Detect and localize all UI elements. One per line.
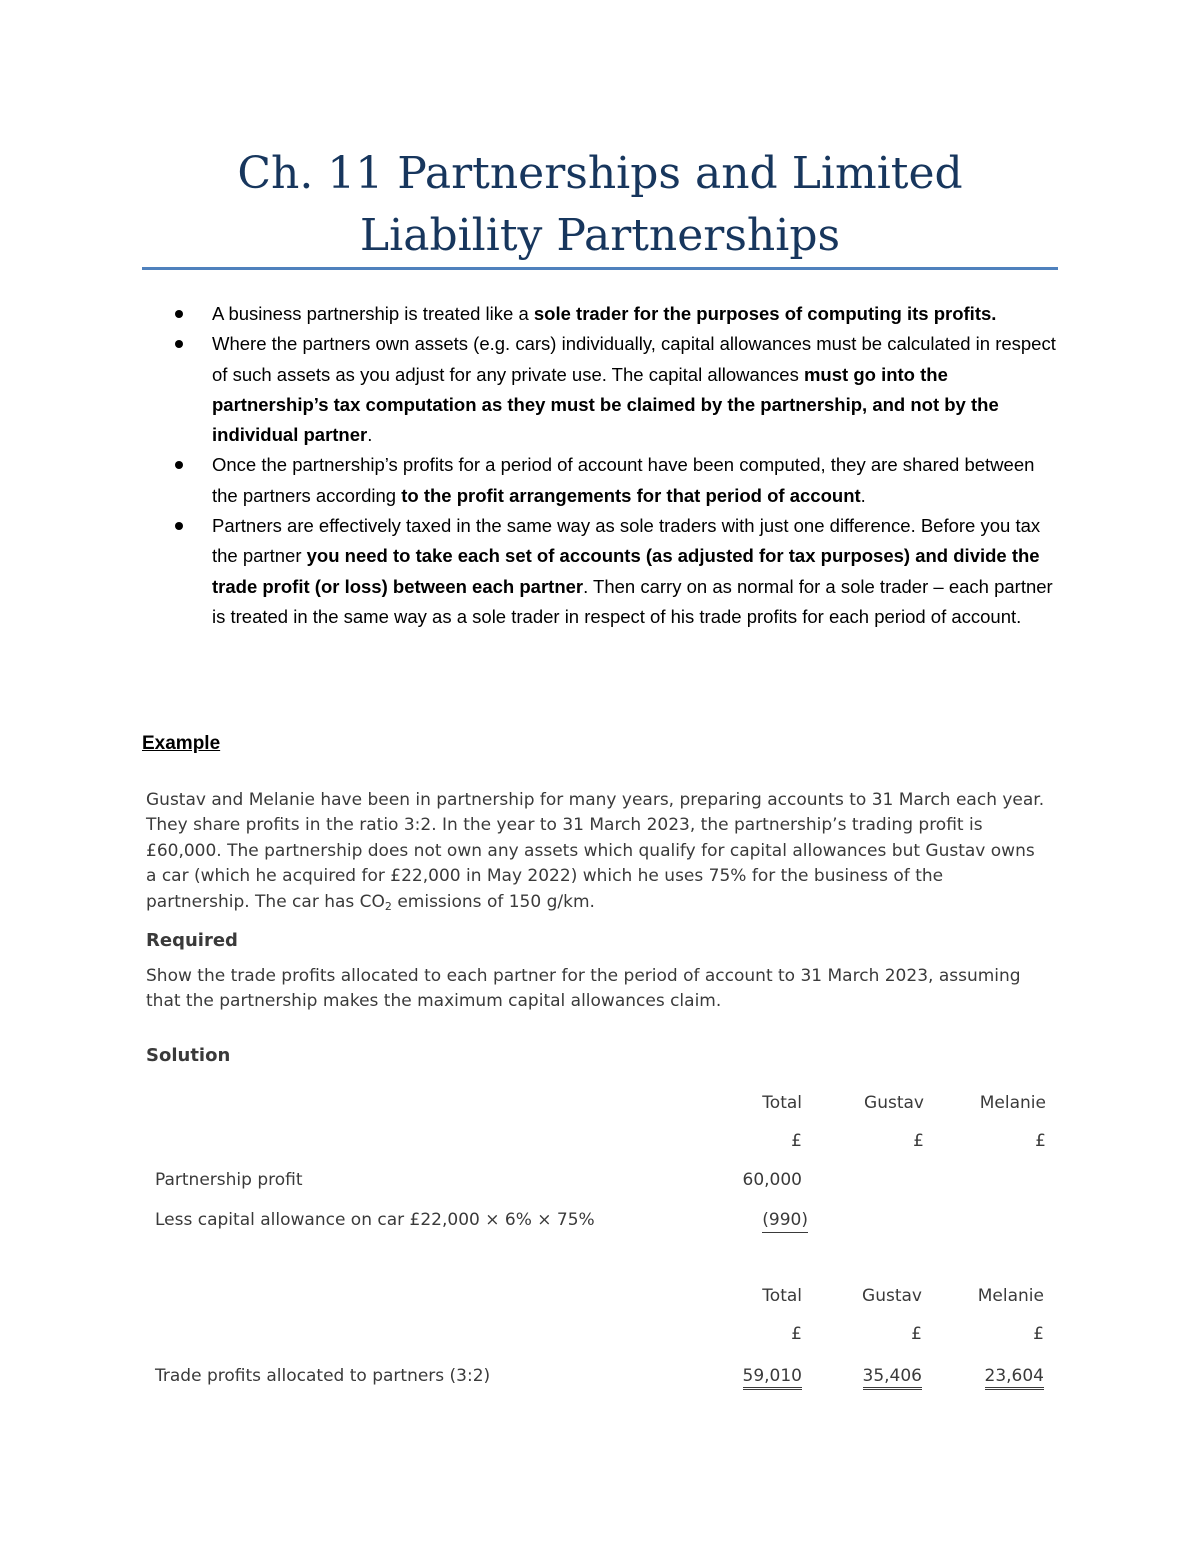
unit-total: £ xyxy=(791,1131,802,1151)
example-heading: Example xyxy=(142,733,221,754)
column-header-total: Total xyxy=(762,1286,802,1306)
unit-total: £ xyxy=(791,1324,802,1344)
title-underline-rule xyxy=(142,267,1058,270)
unit-gustav: £ xyxy=(911,1324,922,1344)
required-text: Show the trade profits allocated to each partner for the period of account to 31 March 2023, assuming that the partnership makes the maximum capital allowances claim. xyxy=(146,966,1021,1012)
value-capital-allowance-total: (990) xyxy=(740,1208,808,1232)
bullet-list xyxy=(172,299,1062,632)
bullet-dot-icon xyxy=(175,340,183,348)
example-scenario-text: Gustav and Melanie have been in partnership for many years, preparing accounts to 31 March each year. They share profits in the ratio 3:2. In the year to 31 March 2023, the partnership’s trading profit is £60,000. The partnership does not own any assets which qualify for capital allowances but Gustav owns a car (which he acquired for £22,000 in May 2022) which he uses 75% for the business of the partnership. The car has $CO_2$ emissions of 150 g/km. xyxy=(146,790,1045,913)
bullet-dot-icon xyxy=(175,522,183,530)
unit-melanie: £ xyxy=(1033,1324,1044,1344)
bullet-item: A business partnership is treated like a sole trader for the purposes of computing its profits. xyxy=(172,299,1062,329)
column-header-gustav: Gustav xyxy=(862,1286,922,1306)
bullet-item: Partners are effectively taxed in the same way as sole traders with just one difference. Before you tax the partner you need to take each set of accounts (as adjusted for tax purposes) and divide the trade profit (or loss) between each partner. Then carry on as normal for a sole trader – each partner is treated in the same way as a sole trader in respect of his trade profits for each period of account. xyxy=(172,511,1062,632)
column-header-melanie: Melanie xyxy=(979,1093,1046,1113)
value-trade-profits-total: 59,010 xyxy=(702,1364,802,1388)
column-header-gustav: Gustav xyxy=(864,1093,924,1113)
unit-melanie: £ xyxy=(1035,1131,1046,1151)
row-label-capital-allowance: Less capital allowance on car £22,000 × 6% × 75% xyxy=(155,1210,595,1230)
page-title: Ch. 11 Partnerships and Limited Liability Partnerships xyxy=(237,148,963,261)
bullet-item: Once the partnership’s profits for a period of account have been computed, they are shared between the partners according to the profit arrangements for that period of account. xyxy=(172,450,1062,511)
solution-heading: Solution xyxy=(146,1045,231,1066)
value-trade-profits-gustav: 35,406 xyxy=(822,1364,922,1388)
bullet-dot-icon xyxy=(175,461,183,469)
row-label-trade-profits: Trade profits allocated to partners (3:2) xyxy=(155,1366,491,1386)
required-heading: Required xyxy=(146,930,238,951)
column-header-melanie: Melanie xyxy=(977,1286,1044,1306)
value-trade-profits-melanie: 23,604 xyxy=(944,1364,1044,1388)
row-label-partnership-profit: Partnership profit xyxy=(155,1170,303,1190)
bullet-item: Where the partners own assets (e.g. cars) individually, capital allowances must be calculated in respect of such assets as you adjust for any private use. The capital allowances must go into the partnership’s tax computation as they must be claimed by the partnership, and not by the individual partner. xyxy=(172,329,1062,450)
bullet-dot-icon xyxy=(175,310,183,318)
column-header-total: Total xyxy=(762,1093,802,1113)
unit-gustav: £ xyxy=(913,1131,924,1151)
value-partnership-profit-total: 60,000 xyxy=(742,1170,802,1190)
